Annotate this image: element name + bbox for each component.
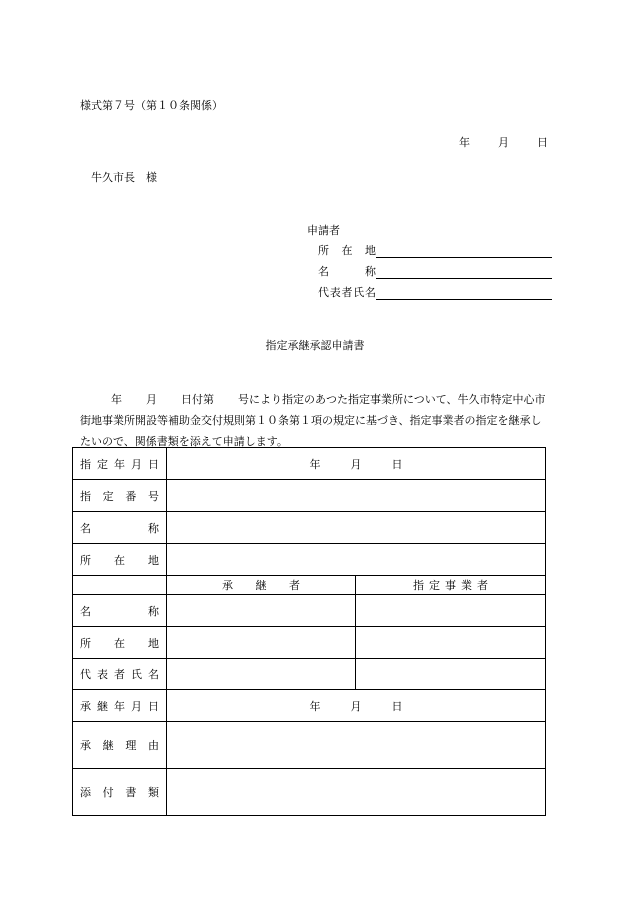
application-table [72, 447, 546, 816]
designation-date-label: 指 定 年 月 日 [73, 448, 167, 480]
succession-date-year: 年 [309, 699, 321, 713]
succession-date-value[interactable] [167, 690, 546, 722]
applicant-representative-line[interactable] [376, 287, 552, 300]
designation-date-month: 月 [350, 457, 362, 471]
attachments-value[interactable] [167, 769, 546, 816]
designated-name-value[interactable] [356, 595, 546, 627]
successor-name-value[interactable] [167, 595, 356, 627]
successor-location-value[interactable] [167, 627, 356, 659]
designated-header: 指 定 事 業 者 [356, 576, 546, 595]
body-month: 月 [146, 393, 157, 406]
succession-date-day: 日 [391, 699, 403, 713]
designation-number-label: 指 定 番 号 [73, 480, 167, 512]
applicant-location-label: 所 在 地 [318, 244, 376, 257]
applicant-representative-field[interactable] [318, 284, 552, 300]
applicant-location-line[interactable] [376, 245, 552, 258]
addressee: 牛久市長 様 [91, 171, 157, 184]
business-name-value[interactable] [167, 512, 546, 544]
applicant-name-field[interactable] [318, 263, 552, 279]
applicant-name-line[interactable] [376, 266, 552, 279]
header-blank-cell [73, 576, 167, 595]
form-number: 様式第７号（第１０条関係） [80, 99, 223, 112]
designation-number-value[interactable] [167, 480, 546, 512]
applicant-heading: 申請者 [307, 224, 340, 237]
succession-reason-value[interactable] [167, 722, 546, 769]
applicant-location-field[interactable] [318, 242, 552, 258]
applicant-representative-label: 代 表 者 氏 名 [318, 286, 376, 299]
succession-date-label: 承 継 年 月 日 [73, 690, 167, 722]
designated-location-value[interactable] [356, 627, 546, 659]
party-name-label: 名 称 [73, 595, 167, 627]
succession-reason-label: 承 継 理 由 [73, 722, 167, 769]
designated-representative-value[interactable] [356, 659, 546, 690]
succession-date-month: 月 [350, 699, 362, 713]
document-title: 指定承継承認申請書 [265, 339, 365, 352]
date-year: 年 [459, 136, 470, 149]
designation-date-value[interactable] [167, 448, 546, 480]
business-location-label: 所 在 地 [73, 544, 167, 576]
party-location-label: 所 在 地 [73, 627, 167, 659]
body-day-number: 日付第 [181, 393, 214, 406]
date-month: 月 [498, 136, 509, 149]
successor-representative-value[interactable] [167, 659, 356, 690]
designation-date-day: 日 [391, 457, 403, 471]
applicant-name-label: 名 称 [318, 265, 376, 278]
representative-label: 代 表 者 氏 名 [73, 659, 167, 690]
designation-date-year: 年 [309, 457, 321, 471]
body-paragraph [80, 389, 552, 452]
body-rest: 号により指定のあつた指定事業所について、牛久市特定中心市街地事業所開設等補助金交付規則第１０条第１項の規定に基づき、指定事業者の指定を継承したいので、関係書類を添えて申請します。 [80, 393, 546, 448]
business-name-label: 名 称 [73, 512, 167, 544]
business-location-value[interactable] [167, 544, 546, 576]
date-line [459, 134, 548, 150]
date-day: 日 [537, 136, 548, 149]
attachments-label: 添 付 書 類 [73, 769, 167, 816]
successor-header: 承 継 者 [167, 576, 356, 595]
body-year: 年 [111, 393, 122, 406]
